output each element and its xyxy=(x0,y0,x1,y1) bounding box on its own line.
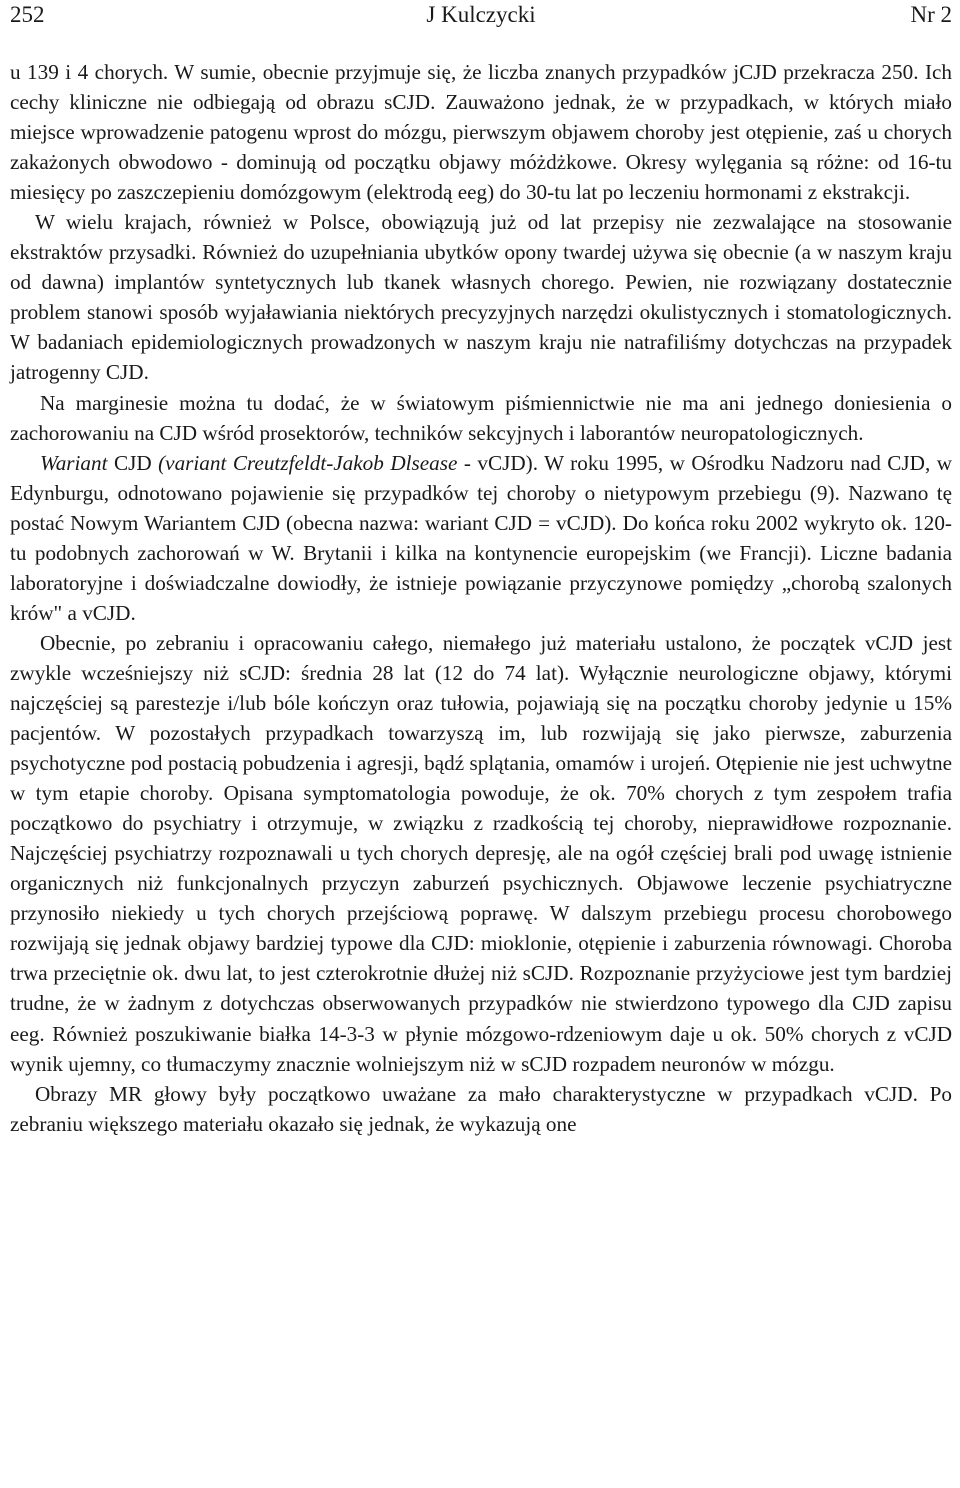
paragraph-6: Obrazy MR głowy były początkowo uważane za mało charakterystyczne w przypadkach vCJD. Po zebraniu większego materiału okazało się jednak, że wykazują one xyxy=(10,1081,952,1136)
paragraph-3: Na marginesie można tu dodać, że w światowym piśmiennictwie nie ma ani jednego doniesienia o zachorowaniu na CJD wśród prosektorów, techników sekcyjnych i laborantów neuropatologicznych. xyxy=(10,390,952,445)
variant-term: Wariant xyxy=(40,450,108,475)
paragraph-5: Obecnie, po zebraniu i opracowaniu całego, niemałego już materiału ustalono, że początek vCJD jest zwykle wcześniejszy niż sCJD: średnia 28 lat (12 do 74 lat). Wyłącznie neurologiczne objawy, którymi najczęściej są parestezje i/lub bóle kończyn oraz tułowia, pojawiają się na początku choroby jedynie u 15% pacjentów. W pozostałych przypadkach towarzyszą im, lub rozwijają się jako pierwsze, zaburzenia psychotyczne pod postacią pobudzenia i agresji, bądź splątania, omamów i urojeń. Otępienie nie jest uchwytne w tym etapie choroby. Opisana symptomatologia powoduje, że ok. 70% chorych z tym zespołem trafia początkowo do psychiatry i otrzymuje, w związku z rzadkością tej choroby, nieprawidłowe rozpoznanie. Najczęściej psychiatrzy rozpoznawali u tych chorych depresję, ale na ogół częściej brali pod uwagę istnienie organicznych niż funkcjonalnych przyczyn zaburzeń psychicznych. Objawowe leczenie psychiatryczne przynosiło niekiedy u tych chorych przejściową poprawę. W dalszym przebiegu procesu chorobowego rozwijają się jednak objawy bardziej typowe dla CJD: mioklonie, otępienie i zaburzenia równowagi. Choroba trwa przeciętnie ok. dwu lat, to jest czterokrotnie dłużej niż sCJD. Rozpoznanie przyżyciowe jest tym bardziej trudne, że w żadnym z dotychczas obserwowanych przypadków nie stwierdzono typowego dla CJD zapisu eeg. Również poszukiwanie białka 14-3-3 w płynie mózgowo-rdzeniowym daje u ok. 50% chorych z vCJD wynik ujemny, co tłumaczymy znacznie wolniejszym niż w sCJD rozpadem neuronów w mózgu. xyxy=(10,630,952,1076)
page-number: 252 xyxy=(10,2,45,27)
article-body xyxy=(10,57,952,1139)
paragraph-4-text: - vCJD). W roku 1995, w Ośrodku Nadzoru nad CJD, w Edynburgu, odnotowano pojawienie się przypadków tej choroby o nietypowym przebiegu (9). Nazwano tę postać Nowym Wariantem CJD (obecna nazwa: wariant CJD = vCJD). Do końca roku 2002 wykryto ok. 120-tu podobnych zachorowań w W. Brytanii i kilka na kontynencie europejskim (we Francji). Liczne badania laboratoryjne i doświadczalne dowiodły, że istnieje powiązanie przyczynowe pomiędzy „chorobą szalonych krów" a vCJD. xyxy=(10,450,952,625)
issue-number: Nr 2 xyxy=(910,2,952,27)
running-head: J Kulczycki xyxy=(426,2,536,27)
page-header xyxy=(10,0,952,30)
paragraph-1: u 139 i 4 chorych. W sumie, obecnie przyjmuje się, że liczba znanych przypadków jCJD przekracza 250. Ich cechy kliniczne nie odbiegają od obrazu sCJD. Zauważono jednak, że w przypadkach, w których miało miejsce wprowadzenie patogenu wprost do mózgu, pierwszym objawem choroby jest otępienie, zaś u chorych zakażonych obwodowo - dominują od początku objawy móżdżkowe. Okresy wylęgania są różne: od 16-tu miesięcy po zaszczepieniu domózgowym (elektrodą eeg) do 30-tu lat po leczeniu hormonami z ekstrakcji. xyxy=(10,60,952,205)
variant-abbrev: CJD xyxy=(107,450,159,475)
paragraph-2: W wielu krajach, również w Polsce, obowiązują już od lat przepisy nie zezwalające na stosowanie ekstraktów przysadki. Również do uzupełniania ubytków opony twardej używa się obecnie (a w naszym kraju od dawna) implantów syntetycznych lub tkanek własnych chorego. Pewien, nie rozwiązany dostatecznie problem stanowi sposób wyjaławiania niektórych precyzyjnych narzędzi okulistycznych i stomatologicznych. W badaniach epidemiologicznych prowadzonych w naszym kraju nie natrafiliśmy dotychczas na przypadek jatrogenny CJD. xyxy=(10,210,952,385)
paragraph-4 xyxy=(10,448,952,628)
variant-full-name: (variant Creutzfeldt-Jakob Dlsease xyxy=(158,450,458,475)
